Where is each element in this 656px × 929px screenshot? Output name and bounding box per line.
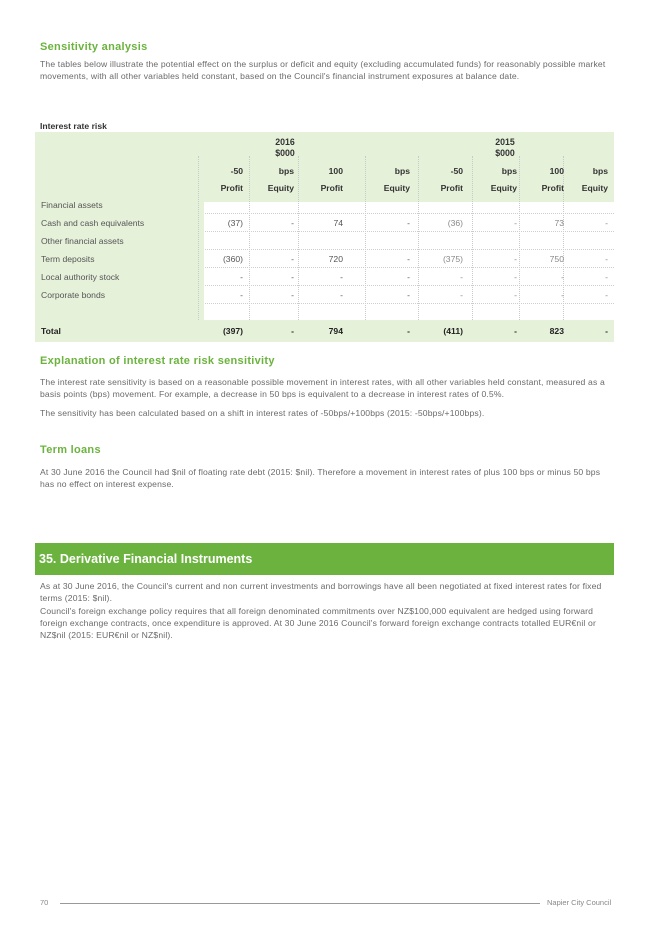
column-header-bps: bps — [394, 166, 410, 176]
sensitivity-heading: Sensitivity analysis — [40, 41, 148, 53]
derivative-section-title: 35. Derivative Financial Instruments — [39, 552, 253, 566]
term-loans-paragraph: At 30 June 2016 the Council had $nil of floating rate debt (2015: $nil). Therefore a movement in interest rates of plus 100 bps or minus 50 bps has no effect on interest expense. — [40, 467, 601, 489]
table-cell: - — [291, 272, 294, 282]
table-row-label: Cash and cash equivalents — [41, 218, 145, 228]
table-cell: (37) — [227, 218, 243, 228]
interest-rate-table — [35, 132, 614, 342]
footer-organisation: Napier City Council — [547, 898, 612, 907]
table-cell: - — [407, 290, 410, 300]
table-cell: - — [514, 218, 517, 228]
table-cell: - — [514, 290, 517, 300]
row-divider — [205, 285, 614, 286]
unit-2015-heading: $000 — [495, 148, 515, 158]
interest-rate-risk-subheading: Interest rate risk — [40, 121, 107, 131]
unit-2016-heading: $000 — [275, 148, 295, 158]
column-header-type: Profit — [220, 183, 243, 193]
table-cell: - — [340, 290, 343, 300]
total-cell: (397) — [222, 326, 243, 336]
explanation-paragraph-1: The interest rate sensitivity is based on a reasonable possible movement in interest rates, with all other variables held constant, measured as a basis points (bps) movement. For example, a decrease in 50 bps is equivalent to a decrease in interest rates of 0.5%. — [40, 377, 605, 399]
table-cell: - — [291, 290, 294, 300]
page-number: 70 — [40, 898, 49, 907]
table-cell: - — [605, 290, 608, 300]
table-cell: 74 — [333, 218, 343, 228]
table-cell: 750 — [549, 254, 564, 264]
table-cell: (360) — [222, 254, 243, 264]
table-row-label: Other financial assets — [41, 236, 124, 246]
column-header-type: Equity — [490, 183, 517, 193]
year-2016-heading: 2016 — [275, 137, 295, 147]
table-cell: - — [460, 272, 463, 282]
total-cell: 794 — [328, 326, 343, 336]
table-cell: - — [605, 254, 608, 264]
total-cell: 823 — [549, 326, 564, 336]
table-cell: - — [514, 272, 517, 282]
explanation-paragraph-2: The sensitivity has been calculated based on a shift in interest rates of -50bps/+100bps (2015: -50bps/+100bps). — [40, 408, 485, 418]
column-header-bps: -50 — [230, 166, 243, 176]
table-cell: - — [605, 218, 608, 228]
table-cell: - — [240, 290, 243, 300]
column-header-type: Equity — [383, 183, 410, 193]
derivative-paragraph-1: As at 30 June 2016, the Council's current and non current investments and borrowings have all been negotiated at fixed interest rates for fixed terms (2015: $nil). — [40, 581, 602, 603]
table-cell: 73 — [554, 218, 564, 228]
table-cell: - — [291, 218, 294, 228]
table-row-label: Local authority stock — [41, 272, 120, 282]
column-header-bps: bps — [501, 166, 517, 176]
derivative-paragraph-2: Council's foreign exchange policy requires that all foreign denominated commitments over NZ$100,000 equivalent are hedged using forward foreign exchange contracts, once expenditure is approved. At 30 June 2016 Council's forward foreign exchange contracts totalled EUR€nil or NZ$nil (2015: EUR€nil or NZ$nil). — [40, 606, 596, 640]
row-divider — [205, 267, 614, 268]
table-cell: - — [407, 218, 410, 228]
sensitivity-paragraph: The tables below illustrate the potential effect on the surplus or deficit and equity (excluding accumulated funds) for reasonably possible market movements, with all other variables held constant, based on the Council's financial instrument exposures at balance date. — [40, 59, 606, 81]
explanation-heading: Explanation of interest rate risk sensitivity — [40, 355, 275, 367]
total-cell: (411) — [443, 326, 463, 336]
column-header-bps: 100 — [328, 166, 343, 176]
row-divider — [205, 213, 614, 214]
row-divider — [205, 231, 614, 232]
term-loans-heading: Term loans — [40, 444, 101, 456]
column-header-type: Equity — [267, 183, 294, 193]
derivative-section-banner — [35, 543, 614, 575]
column-header-bps: 100 — [549, 166, 564, 176]
table-row-label: Corporate bonds — [41, 290, 106, 300]
table-cell: - — [407, 254, 410, 264]
column-header-bps: bps — [278, 166, 294, 176]
table-cell: 720 — [328, 254, 343, 264]
table-cell: - — [340, 272, 343, 282]
column-header-bps: -50 — [450, 166, 463, 176]
column-header-type: Profit — [541, 183, 564, 193]
table-cell: - — [561, 290, 564, 300]
column-header-type: Profit — [440, 183, 463, 193]
table-cell: - — [605, 272, 608, 282]
row-divider — [205, 303, 614, 304]
footer-divider — [60, 903, 540, 904]
total-cell: - — [407, 326, 410, 336]
total-row-label: Total — [41, 326, 61, 336]
table-row-label: Term deposits — [41, 254, 95, 264]
column-header-type: Equity — [581, 183, 608, 193]
table-cell: - — [460, 290, 463, 300]
total-cell: - — [605, 326, 608, 336]
row-divider — [205, 249, 614, 250]
table-cell: - — [407, 272, 410, 282]
column-header-type: Profit — [320, 183, 343, 193]
table-cell: - — [514, 254, 517, 264]
table-cell: (375) — [442, 254, 463, 264]
table-cell: (36) — [447, 218, 463, 228]
total-cell: - — [514, 326, 517, 336]
column-header-bps: bps — [592, 166, 608, 176]
total-cell: - — [291, 326, 294, 336]
year-2015-heading: 2015 — [495, 137, 515, 147]
table-cell: - — [561, 272, 564, 282]
table-cell: - — [291, 254, 294, 264]
table-row-label: Financial assets — [41, 200, 103, 210]
table-cell: - — [240, 272, 243, 282]
